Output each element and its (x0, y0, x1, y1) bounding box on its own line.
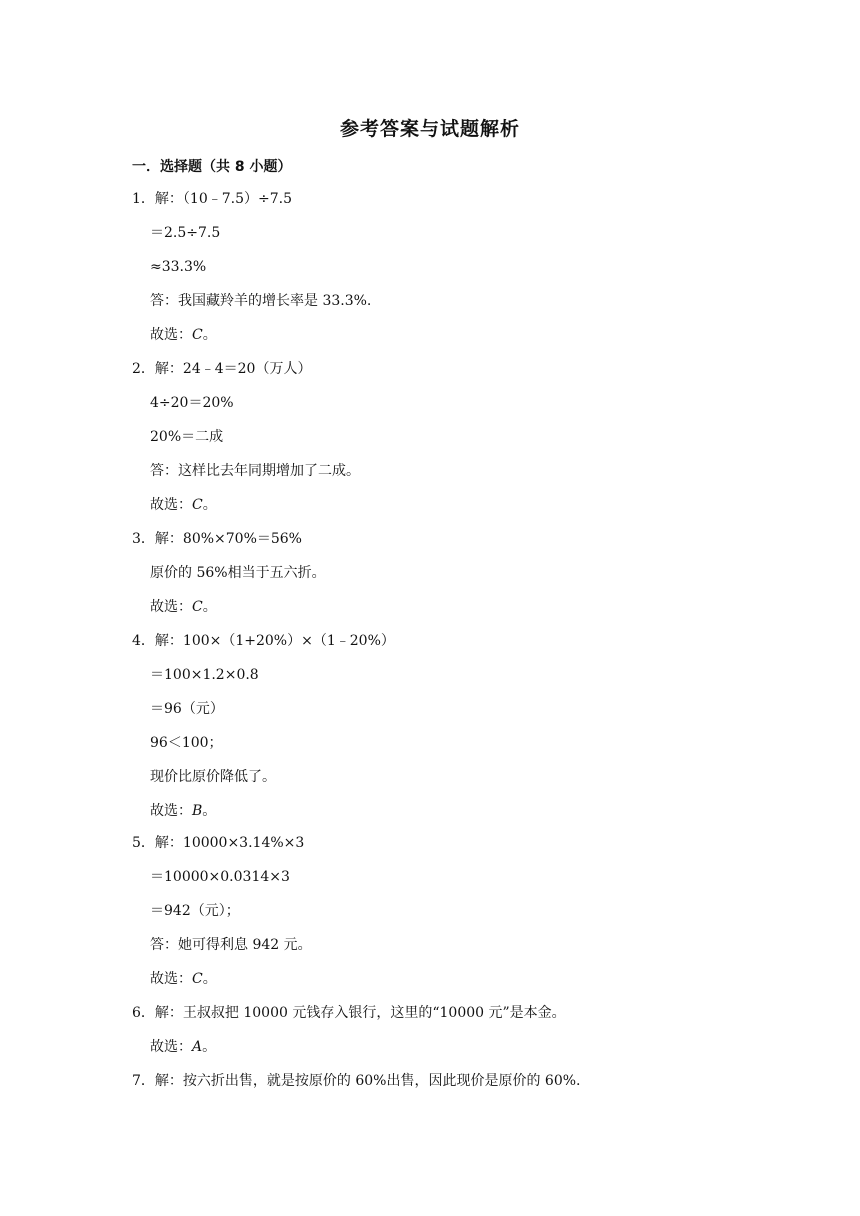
choice-suffix: 。 (202, 327, 217, 343)
choice-suffix: 。 (202, 497, 217, 513)
q1-line-1: 1．解：（10﹣7.5）÷7.5 (132, 191, 292, 207)
q1-line-2: ＝2.5÷7.5 (150, 225, 221, 241)
choice-letter: C (192, 327, 203, 343)
q1-answer: 答：我国藏羚羊的增长率是 33.3%. (150, 293, 372, 309)
q4-line-5: 现价比原价降低了。 (150, 769, 276, 785)
choice-letter: B (192, 803, 203, 819)
page-title: 参考答案与试题解析 (339, 118, 520, 140)
q5-choice (150, 969, 217, 989)
q6-choice (150, 1037, 216, 1057)
q7-line-1: 7．解：按六折出售，就是按原价的 60%出售，因此现价是原价的 60%. (132, 1073, 581, 1089)
q4-line-1: 4．解：100×（1+20%）×（1﹣20%） (132, 633, 395, 649)
q1-choice (150, 325, 217, 345)
q2-choice (150, 495, 217, 515)
choice-letter: C (192, 971, 203, 987)
q4-line-2: ＝100×1.2×0.8 (150, 667, 259, 683)
choice-prefix: 故选： (150, 803, 192, 819)
q3-choice (150, 597, 217, 617)
q2-line-3: 20%＝二成 (150, 429, 224, 445)
q6-line-1: 6．解：王叔叔把 10000 元钱存入银行，这里的“10000 元”是本金。 (132, 1005, 566, 1021)
choice-letter: C (192, 497, 203, 513)
q3-line-1: 3．解：80%×70%＝56% (132, 531, 302, 547)
q2-line-1: 2．解：24﹣4＝20（万人） (132, 361, 312, 377)
choice-letter: C (192, 599, 203, 615)
q4-line-3: ＝96（元） (150, 701, 224, 717)
choice-prefix: 故选： (150, 971, 192, 987)
q5-line-2: ＝10000×0.0314×3 (150, 869, 290, 885)
choice-prefix: 故选： (150, 497, 192, 513)
q2-answer: 答：这样比去年同期增加了二成。 (150, 463, 360, 479)
choice-prefix: 故选： (150, 599, 192, 615)
q3-line-2: 原价的 56%相当于五六折。 (150, 565, 326, 581)
q1-line-3: ≈33.3% (150, 259, 207, 275)
choice-prefix: 故选： (150, 1039, 192, 1055)
q4-line-4: 96＜100； (150, 735, 223, 751)
q5-line-3: ＝942（元）； (150, 903, 240, 919)
q5-line-1: 5．解：10000×3.14%×3 (132, 835, 305, 851)
q5-answer: 答：她可得利息 942 元。 (150, 937, 312, 953)
choice-prefix: 故选： (150, 327, 192, 343)
q4-choice (150, 801, 216, 821)
choice-suffix: 。 (202, 803, 217, 819)
choice-suffix: 。 (202, 971, 217, 987)
section-heading: 一．选择题（共 8 小题） (132, 159, 292, 175)
choice-suffix: 。 (202, 599, 217, 615)
q2-line-2: 4÷20＝20% (150, 395, 234, 411)
choice-letter: A (192, 1039, 203, 1055)
choice-suffix: 。 (202, 1039, 217, 1055)
